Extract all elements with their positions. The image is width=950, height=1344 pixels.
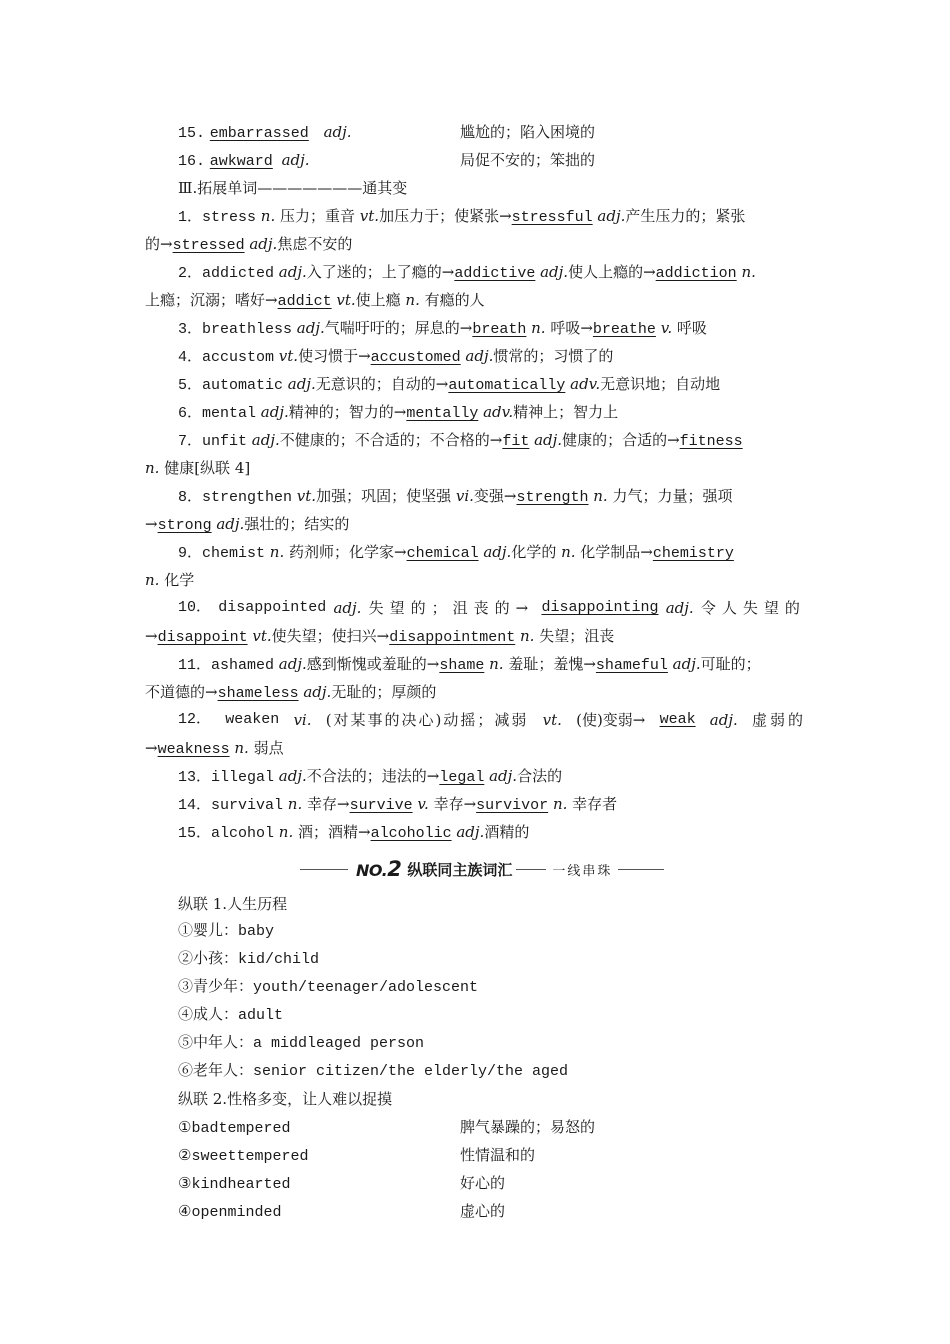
item-number: 15.: [178, 125, 206, 142]
answer-word: stressful: [511, 209, 593, 226]
word: ①badtempered: [178, 1120, 291, 1137]
text: →: [145, 627, 158, 645]
answer-word: chemistry: [652, 545, 734, 562]
headword: 5．automatic: [178, 377, 284, 394]
answer-word: survive: [349, 797, 413, 814]
text: 使失望；使扫兴→: [271, 627, 390, 645]
pos: n.: [283, 795, 303, 813]
answer-word: breathe: [592, 321, 656, 338]
expand-item-3: [178, 318, 707, 340]
pos: adj.: [274, 767, 307, 785]
pos: adj.: [460, 347, 494, 365]
expand-item-14: [178, 794, 617, 816]
meaning: 脾气暴躁的；易怒的: [460, 1118, 596, 1136]
expand-item-11: [178, 654, 761, 676]
pos: n.: [145, 571, 160, 589]
expand-item-2: [178, 262, 756, 284]
answer-word: stressed: [172, 237, 245, 254]
headword: 9．chemist: [178, 545, 266, 562]
answer-word: awkward: [209, 153, 273, 170]
pos: vi.: [293, 711, 312, 729]
text: 令人失望的: [700, 599, 806, 617]
text: 可耻的；: [700, 655, 761, 673]
headword: 11．ashamed: [178, 657, 275, 674]
answer-word: shameful: [595, 657, 668, 674]
text: 使习惯于→: [298, 347, 371, 365]
group-1-item: ⑤中年人：a middleaged person: [178, 1035, 425, 1052]
pos: vt.: [331, 291, 356, 309]
pos: vt.: [359, 207, 380, 225]
word: ②sweettempered: [178, 1148, 309, 1165]
expand-item-7: [178, 430, 743, 452]
answer-word: addict: [277, 293, 332, 310]
text: 的→: [145, 235, 173, 253]
text: 虚弱的: [751, 711, 806, 729]
pos: adj.: [247, 431, 280, 449]
expand-item-4: [178, 346, 613, 368]
expand-item-12-cont: [145, 738, 284, 760]
text: 感到惭愧或羞耻的→: [306, 655, 440, 673]
text: 使人上瘾的→: [568, 263, 656, 281]
group-1-item: ①婴儿：baby: [178, 923, 275, 940]
pos: n.: [526, 319, 546, 337]
answer-word: strong: [157, 517, 212, 534]
pos: adj.: [274, 655, 307, 673]
headword: weaken: [225, 711, 280, 728]
text: 失望的；沮丧的→: [368, 599, 535, 617]
pos: adj.: [529, 431, 563, 449]
word: ④openminded: [178, 1204, 282, 1221]
answer-word: disappointing: [541, 599, 659, 616]
expand-item-2-cont: [145, 290, 485, 312]
pos: adj.: [333, 599, 362, 617]
expand-item-15: [178, 822, 529, 844]
group-1-title: 纵联 1.人生历程: [178, 895, 288, 913]
expand-item-9-cont: [145, 570, 194, 590]
meaning: 尴尬的；陷入困境的: [460, 123, 596, 141]
pos: n.: [260, 207, 276, 225]
text: 合法的: [517, 767, 563, 785]
pos: adj.: [535, 263, 569, 281]
answer-word: strength: [516, 489, 589, 506]
pos: adj.: [484, 767, 518, 785]
answer-word: legal: [439, 769, 485, 786]
pos: n.: [548, 795, 568, 813]
text: 产生压力的；紧张: [625, 207, 746, 225]
text: 幸存→: [428, 795, 477, 813]
text: 化学: [159, 571, 195, 589]
pos: adj.: [451, 823, 485, 841]
pos: n.: [265, 543, 285, 561]
text: 力气；力量；强项: [607, 487, 733, 505]
pos: adj.: [667, 655, 701, 673]
text: 羞耻；羞愧→: [503, 655, 596, 673]
group-2-item: [178, 1145, 536, 1167]
text: (使)变弱→: [576, 711, 646, 729]
text: 加压力于；使紧张→: [379, 207, 512, 225]
pos: n.: [515, 627, 535, 645]
pos: vi.: [455, 487, 474, 505]
text: 气喘吁吁的；屏息的→: [324, 319, 473, 337]
text: 精神的；智力的→: [288, 403, 407, 421]
headword: 4．accustom: [178, 349, 275, 366]
meaning: 好心的: [460, 1174, 506, 1192]
group-2-item: [178, 1117, 596, 1139]
headword: 8．strengthen: [178, 489, 293, 506]
text: 惯常的；习惯了的: [493, 347, 614, 365]
text: 无意识地；自动地: [600, 375, 721, 393]
expand-item-12: [178, 710, 806, 730]
text: 强壮的；结实的: [244, 515, 350, 533]
pos: n.: [561, 543, 576, 561]
headword: 7．unfit: [178, 433, 248, 450]
headword: 15．alcohol: [178, 825, 275, 842]
expand-item-11-cont: [145, 682, 436, 704]
expand-item-7-cont: [145, 458, 250, 478]
section-title: Ⅲ.拓展单词———————通其变: [178, 179, 408, 197]
pos: adj.: [256, 403, 289, 421]
vocab-item-16-top: [178, 150, 596, 172]
banner-subtitle: 一线串珠: [552, 863, 613, 879]
group-2-item: [178, 1201, 506, 1223]
pos: adj.: [244, 235, 278, 253]
pos: adv.: [478, 403, 514, 421]
answer-word: addictive: [454, 265, 536, 282]
meaning: 性情温和的: [460, 1146, 536, 1164]
part-of-speech: adj.: [323, 123, 352, 141]
banner-number: NO.2: [356, 857, 402, 881]
text: 弱点: [248, 739, 284, 757]
headword: 6．mental: [178, 405, 257, 422]
expand-item-10-cont: [145, 626, 614, 648]
pos: adj.: [292, 319, 325, 337]
group-1-item: ②小孩：kid/child: [178, 951, 320, 968]
pos: adj.: [283, 375, 316, 393]
text: 有瘾的人: [419, 291, 485, 309]
headword: 2．addicted: [178, 265, 275, 282]
answer-word: fit: [502, 433, 530, 450]
banner-rule-left: [300, 869, 348, 870]
expand-item-8-cont: [145, 514, 349, 536]
answer-word: weak: [659, 711, 696, 728]
answer-word: shame: [439, 657, 485, 674]
answer-word: alcoholic: [370, 825, 452, 842]
group-2-item: [178, 1173, 506, 1195]
pos: n.: [484, 655, 504, 673]
pos: adj.: [298, 683, 332, 701]
text: 呼吸→: [545, 319, 593, 337]
text: 使上瘾: [355, 291, 406, 309]
pos: n.: [145, 459, 160, 477]
pos: adj.: [592, 207, 626, 225]
expand-item-5: [178, 374, 720, 396]
pos: vt.: [274, 347, 299, 365]
answer-word: disappointment: [389, 629, 516, 646]
expand-item-6: [178, 402, 618, 424]
expand-item-8: [178, 486, 732, 508]
pos: adj.: [709, 711, 738, 729]
pos: v.: [412, 795, 429, 813]
text: 精神上；智力上: [513, 403, 619, 421]
pos: vt.: [247, 627, 272, 645]
pos: adj.: [478, 543, 512, 561]
headword: 13．illegal: [178, 769, 275, 786]
group-1-item: ③青少年：youth/teenager/adolescent: [178, 979, 479, 996]
pos: n.: [736, 263, 756, 281]
headword: 3．breathless: [178, 321, 293, 338]
text: 化学的: [511, 543, 562, 561]
expand-item-1-cont: [145, 234, 352, 256]
pos: adj.: [274, 263, 307, 281]
text: →: [145, 739, 158, 757]
text: 焦虑不安的: [277, 235, 353, 253]
answer-word: survivor: [476, 797, 549, 814]
group-1-item: ⑥老年人：senior citizen/the elderly/the aged: [178, 1063, 569, 1080]
text: 不健康的；不合适的；不合格的→: [279, 431, 503, 449]
headword: disappointed: [218, 599, 327, 616]
text: 不道德的→: [145, 683, 218, 701]
part-of-speech: adj.: [281, 151, 310, 169]
text: 无耻的；厚颜的: [331, 683, 437, 701]
answer-word: automatically: [448, 377, 566, 394]
answer-word: disappoint: [157, 629, 248, 646]
pos: n.: [588, 487, 608, 505]
pos: n.: [405, 291, 420, 309]
text: 幸存→: [302, 795, 350, 813]
pos: adj.: [665, 599, 694, 617]
text: 幸存者: [567, 795, 618, 813]
item-number: 10．: [178, 599, 212, 616]
meaning: 局促不安的；笨拙的: [460, 151, 596, 169]
text: 健康[纵联 4]: [159, 459, 251, 477]
text: 上瘾；沉溺；嗜好→: [145, 291, 278, 309]
group-1-item: ④成人：adult: [178, 1007, 284, 1024]
headword: 14．survival: [178, 797, 284, 814]
expand-item-10: [178, 598, 806, 618]
text: 酒；酒精→: [293, 823, 371, 841]
expand-item-9: [178, 542, 734, 564]
pos: vt.: [542, 711, 562, 729]
text: 加强；巩固；使坚强: [316, 487, 456, 505]
text: →: [145, 515, 158, 533]
answer-word: breath: [472, 321, 527, 338]
answer-word: weakness: [157, 741, 230, 758]
headword: 1．stress: [178, 209, 257, 226]
text: 失望；沮丧: [534, 627, 615, 645]
banner-rule-right: [618, 869, 664, 870]
expand-item-13: [178, 766, 562, 788]
section-banner: [300, 858, 680, 880]
text: 变强→: [473, 487, 517, 505]
answer-word: accustomed: [370, 349, 461, 366]
pos: vt.: [292, 487, 317, 505]
text: (对某事的决心)动摇；减弱: [325, 711, 529, 729]
text: 药剂师；化学家→: [284, 543, 407, 561]
group-2-title: 纵联 2.性格多变，让人难以捉摸: [178, 1090, 393, 1108]
answer-word: shameless: [217, 685, 299, 702]
meaning: 虚心的: [460, 1202, 506, 1220]
expand-item-1: [178, 206, 745, 228]
pos: n.: [229, 739, 249, 757]
text: 化学制品→: [575, 543, 653, 561]
text: 呼吸: [672, 319, 707, 337]
pos: adj.: [211, 515, 245, 533]
text: 不合法的；违法的→: [306, 767, 440, 785]
text: 无意识的；自动的→: [315, 375, 449, 393]
text: 压力；重音: [275, 207, 360, 225]
answer-word: embarrassed: [209, 125, 309, 142]
vocab-item-15-top: [178, 122, 596, 144]
text: 入了迷的；上了瘾的→: [306, 263, 455, 281]
word: ③kindhearted: [178, 1176, 291, 1193]
item-number: 12．: [178, 711, 212, 728]
pos: adv.: [565, 375, 601, 393]
pos: n.: [274, 823, 294, 841]
answer-word: fitness: [679, 433, 743, 450]
pos: v.: [655, 319, 673, 337]
text: 健康的；合适的→: [562, 431, 680, 449]
answer-word: mentally: [406, 405, 479, 422]
answer-word: addiction: [655, 265, 737, 282]
banner-title: 纵联同主族词汇: [407, 860, 513, 879]
item-number: 16.: [178, 153, 206, 170]
banner-rule-mid: [516, 869, 546, 870]
answer-word: chemical: [406, 545, 479, 562]
text: 酒精的: [484, 823, 530, 841]
